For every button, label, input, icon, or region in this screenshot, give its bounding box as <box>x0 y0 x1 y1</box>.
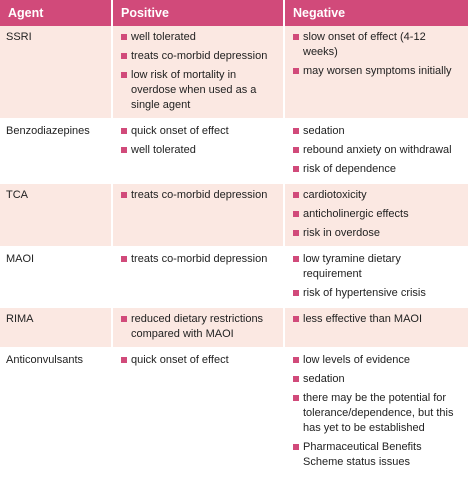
list-item-text: cardiotoxicity <box>303 189 367 201</box>
table-row <box>0 348 468 476</box>
list-item-text: well tolerated <box>131 144 196 156</box>
list-item <box>293 226 460 241</box>
table-body <box>0 26 468 476</box>
list-item <box>121 188 275 203</box>
list-item <box>293 391 460 436</box>
square-bullet-icon <box>293 166 299 172</box>
list-item-text: low risk of mortality in overdose when used as a single agent <box>131 69 257 111</box>
positive-cell <box>112 247 284 307</box>
table-row <box>0 119 468 183</box>
list-item-text: sedation <box>303 125 345 137</box>
positive-list <box>121 353 275 368</box>
list-item <box>121 49 275 64</box>
square-bullet-icon <box>293 230 299 236</box>
negative-list <box>293 30 460 79</box>
negative-cell <box>284 247 468 307</box>
positive-list <box>121 252 275 267</box>
negative-cell <box>284 183 468 247</box>
negative-cell <box>284 26 468 119</box>
list-item-text: there may be the potential for tolerance/dependence, but this has yet to be established <box>303 392 454 434</box>
positive-cell <box>112 307 284 348</box>
positive-cell <box>112 183 284 247</box>
list-item <box>293 143 460 158</box>
positive-cell <box>112 119 284 183</box>
header-row <box>0 0 468 26</box>
square-bullet-icon <box>293 192 299 198</box>
negative-list <box>293 252 460 301</box>
list-item <box>293 188 460 203</box>
positive-list <box>121 124 275 158</box>
square-bullet-icon <box>293 211 299 217</box>
negative-list <box>293 188 460 241</box>
square-bullet-icon <box>293 444 299 450</box>
list-item-text: slow onset of effect (4-12 weeks) <box>303 31 426 58</box>
positive-list <box>121 30 275 113</box>
negative-cell <box>284 119 468 183</box>
list-item-text: sedation <box>303 373 345 385</box>
list-item <box>121 252 275 267</box>
list-item-text: risk of hypertensive crisis <box>303 287 426 299</box>
list-item <box>293 124 460 139</box>
list-item-text: rebound anxiety on withdrawal <box>303 144 452 156</box>
square-bullet-icon <box>121 128 127 134</box>
list-item <box>121 312 275 342</box>
square-bullet-icon <box>293 128 299 134</box>
list-item <box>121 68 275 113</box>
list-item-text: reduced dietary restrictions compared with MAOI <box>131 313 264 340</box>
list-item <box>121 143 275 158</box>
square-bullet-icon <box>121 34 127 40</box>
table-row <box>0 307 468 348</box>
square-bullet-icon <box>293 357 299 363</box>
square-bullet-icon <box>121 147 127 153</box>
positive-list <box>121 312 275 342</box>
list-item <box>293 312 460 327</box>
negative-cell <box>284 348 468 476</box>
list-item <box>293 30 460 60</box>
agent-cell: Anticonvulsants <box>0 348 112 476</box>
list-item-text: treats co-morbid depression <box>131 50 268 62</box>
agent-cell: RIMA <box>0 307 112 348</box>
list-item-text: well tolerated <box>131 31 196 43</box>
square-bullet-icon <box>121 256 127 262</box>
list-item-text: quick onset of effect <box>131 354 229 366</box>
square-bullet-icon <box>293 256 299 262</box>
list-item-text: risk in overdose <box>303 227 381 239</box>
list-item <box>293 286 460 301</box>
list-item-text: Pharmaceutical Benefits Scheme status issues <box>303 441 422 468</box>
negative-list <box>293 312 460 327</box>
agent-cell: Benzodiazepines <box>0 119 112 183</box>
square-bullet-icon <box>293 290 299 296</box>
list-item <box>293 252 460 282</box>
list-item-text: treats co-morbid depression <box>131 253 268 265</box>
square-bullet-icon <box>293 395 299 401</box>
negative-list <box>293 353 460 470</box>
square-bullet-icon <box>121 72 127 78</box>
square-bullet-icon <box>121 357 127 363</box>
header-positive: Positive <box>112 0 284 26</box>
agent-cell: MAOI <box>0 247 112 307</box>
square-bullet-icon <box>121 316 127 322</box>
list-item-text: treats co-morbid depression <box>131 189 268 201</box>
agent-cell: SSRI <box>0 26 112 119</box>
positive-list <box>121 188 275 203</box>
list-item <box>293 372 460 387</box>
list-item-text: low tyramine dietary requirement <box>303 253 401 280</box>
negative-cell <box>284 307 468 348</box>
list-item-text: quick onset of effect <box>131 125 229 137</box>
list-item <box>121 124 275 139</box>
list-item <box>293 162 460 177</box>
list-item-text: low levels of evidence <box>303 354 411 366</box>
square-bullet-icon <box>293 316 299 322</box>
table-row <box>0 26 468 119</box>
square-bullet-icon <box>293 68 299 74</box>
positive-cell <box>112 26 284 119</box>
square-bullet-icon <box>121 53 127 59</box>
square-bullet-icon <box>293 34 299 40</box>
header-negative: Negative <box>284 0 468 26</box>
list-item-text: anticholinergic effects <box>303 208 409 220</box>
agent-cell: TCA <box>0 183 112 247</box>
list-item <box>293 207 460 222</box>
square-bullet-icon <box>293 147 299 153</box>
list-item-text: may worsen symptoms initially <box>303 65 452 77</box>
list-item <box>293 440 460 470</box>
list-item <box>293 64 460 79</box>
list-item-text: less effective than MAOI <box>303 313 423 325</box>
square-bullet-icon <box>121 192 127 198</box>
positive-cell <box>112 348 284 476</box>
negative-list <box>293 124 460 177</box>
table-row <box>0 183 468 247</box>
list-item <box>121 353 275 368</box>
header-agent: Agent <box>0 0 112 26</box>
list-item <box>293 353 460 368</box>
square-bullet-icon <box>293 376 299 382</box>
list-item-text: risk of dependence <box>303 163 396 175</box>
table-row <box>0 247 468 307</box>
list-item <box>121 30 275 45</box>
